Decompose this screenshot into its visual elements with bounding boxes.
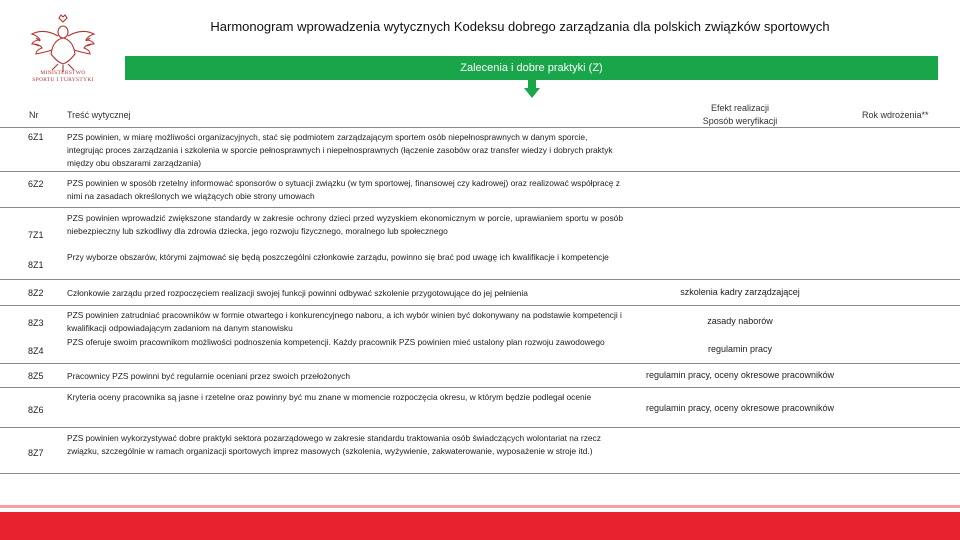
footer-band (0, 512, 960, 540)
logo-line-1: MINISTERSTWO (40, 70, 86, 76)
row-efekt: regulamin pracy, oceny okresowe pracowników (646, 370, 834, 380)
table-row (0, 127, 960, 172)
column-header-efekt (660, 102, 820, 128)
row-efekt: zasady naborów (707, 316, 773, 326)
footer-divider (0, 505, 960, 508)
row-nr: 7Z1 (28, 230, 44, 240)
table-row (0, 172, 960, 208)
table-row (0, 280, 960, 306)
page-title: Harmonogram wprowadzenia wytycznych Kodeksu dobrego zarządzania dla polskich związków sportowych (210, 19, 830, 34)
column-header-efekt-line2: Sposób weryfikacji (702, 116, 778, 126)
table-row (0, 388, 960, 428)
row-tresc: PZS oferuje swoim pracownikom możliwości podnoszenia kompetencji. Każdy pracownik PZS powinien mieć ustalony plan rozwoju zawodowego (67, 337, 605, 347)
row-nr: 8Z4 (28, 346, 44, 356)
guidelines-table (0, 127, 960, 474)
row-nr: 8Z2 (28, 288, 44, 298)
row-tresc: PZS powinien wprowadzić zwiększone standardy w zakresie ochrony dzieci przed wyzyskiem ekonomicznym w porcie, uprawianiem sportu w posób niebezpieczny lub szkodliwy dla zdrowia dziecka, jego rozwoju fizycznego, moralnego lub społecznego (67, 213, 623, 236)
row-tresc: PZS powinien wykorzystywać dobre praktyki sektora pozarządowego w zakresie standardu traktowania osób świadczących wolontariat na rzecz związku, szczególnie w ramach organizacji sportowych imprez masowych (szkolenia, wyżywienie, zakwaterowanie, wyposażenie w stroje itd.) (67, 433, 601, 456)
row-tresc: Przy wyborze obszarów, którymi zajmować się będą poszczególni członkowie zarządu, powinno się brać pod uwagę ich kwalifikacje i kompetencje (67, 252, 609, 262)
row-efekt: regulamin pracy, oceny okresowe pracowników (646, 403, 834, 413)
row-nr: 8Z7 (28, 448, 44, 458)
eagle-icon (28, 14, 98, 74)
row-nr: 8Z3 (28, 318, 44, 328)
column-header-efekt-line1: Efekt realizacji (710, 103, 770, 113)
row-tresc: Członkowie zarządu przed rozpoczęciem realizacji swojej funkcji powinni odbywać szkolenie przygotowujące do jej pełnienia (67, 288, 528, 298)
column-header-tresc: Treść wytycznej (67, 110, 131, 120)
column-header-rok: Rok wdrożenia** (862, 110, 929, 120)
row-tresc: Pracownicy PZS powinni być regularnie oceniani przez swoich przełożonych (67, 371, 351, 381)
row-tresc: PZS powinien w sposób rzetelny informować sponsorów o sytuacji związku (w tym sportowej, finansowej czy kadrowej) oraz realizować współpracę z nimi na zasadach określonych we wiążących obie strony umowach (67, 178, 620, 201)
table-row (0, 208, 960, 280)
table-row (0, 428, 960, 474)
section-banner: Zalecenia i dobre praktyki (Z) (125, 56, 938, 80)
column-header-nr: Nr (29, 110, 39, 120)
row-nr: 6Z2 (28, 179, 44, 189)
row-nr: 8Z6 (28, 405, 44, 415)
row-tresc: PZS powinien, w miarę możliwości organizacyjnych, stać się podmiotem zarządzającym sportem osób niepełnosprawnych w danym sporcie, integrując proces zarządzania i szkolenia w sporcie pełnosprawnych i niepełnosprawnych (łączenie zasobów oraz transfer wiedzy i dobrych praktyk między obu obszarami zarządzania) (67, 132, 613, 168)
logo-line-2: SPORTU I TURYSTYKI (32, 77, 94, 83)
row-nr: 6Z1 (28, 132, 44, 142)
logo-caption (30, 70, 96, 84)
table-row (0, 306, 960, 364)
row-nr: 8Z1 (28, 260, 44, 270)
row-efekt: regulamin pracy (707, 344, 773, 354)
row-nr: 8Z5 (28, 371, 44, 381)
ministry-logo (28, 14, 98, 98)
row-efekt: szkolenia kadry zarządzającej (680, 287, 800, 297)
row-tresc: Kryteria oceny pracownika są jasne i rzetelne oraz powinny być mu znane w momencie rozpoczęcia okresu, w którym będzie podlegał ocenie (67, 392, 592, 402)
row-tresc: PZS powinien zatrudniać pracowników w formie otwartego i konkurencyjnego naboru, a ich wybór winien być dokonywany na podstawie kompetencji i kwalifikacji odpowiadającym zadaniom na danym stanowisku (67, 310, 622, 333)
table-row (0, 364, 960, 388)
